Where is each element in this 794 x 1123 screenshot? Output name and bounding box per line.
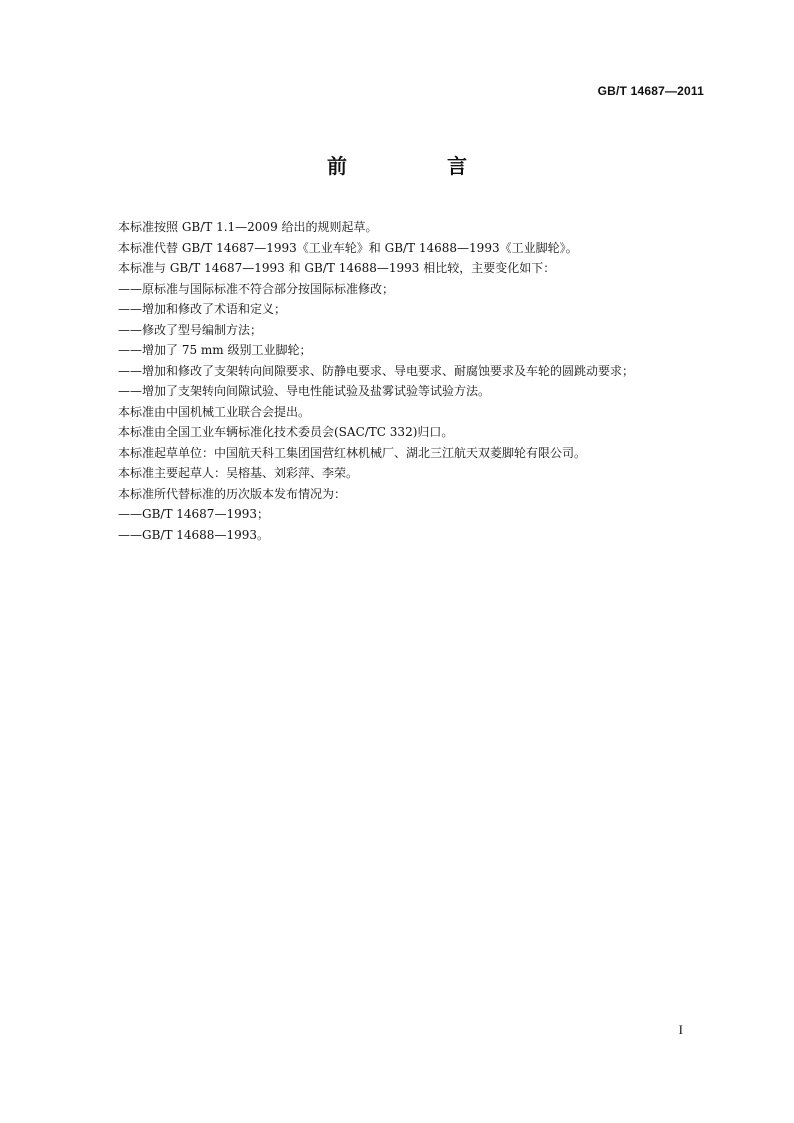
list-item-edition: ——GB/T 14688—1993。 (118, 527, 269, 542)
paragraph-previous-editions: 本标准所代替标准的历次版本发布情况为： (118, 486, 347, 501)
paragraph-drafting-rules: 本标准按照 GB/T 1.1—2009 给出的规则起草。 (118, 220, 378, 234)
foreword-body (118, 217, 718, 545)
paragraph-proposed-by: 本标准由中国机械工业联合会提出。 (118, 404, 311, 419)
standard-code: GB/T 14687—2011 (597, 84, 704, 98)
page-number: I (678, 1022, 683, 1037)
list-item-change: ——原标准与国际标准不符合部分按国际标准修改； (118, 281, 395, 296)
paragraph-drafting-units: 本标准起草单位：中国航天科工集团国营红林机械厂、湖北三江航天双菱脚轮有限公司。 (118, 445, 587, 460)
list-item-change: ——增加了支架转向间隙试验、导电性能试验及盐雾试验等试验方法。 (118, 384, 491, 398)
list-item-change: ——修改了型号编制方法； (118, 322, 263, 337)
paragraph-replaces: 本标准代替 GB/T 14687—1993《工业车轮》和 GB/T 14688—1993《工业脚轮》。 (118, 240, 578, 255)
paragraph-under-jurisdiction: 本标准由全国工业车辆标准化技术委员会(SAC/TC 332)归口。 (118, 425, 454, 439)
page-title: 前 言 (327, 154, 507, 178)
list-item-change: ——增加和修改了术语和定义； (118, 302, 287, 316)
paragraph-drafters: 本标准主要起草人：吴榕基、刘彩萍、李荣。 (118, 466, 359, 480)
list-item-edition: ——GB/T 14687—1993； (118, 507, 269, 521)
list-item-change: ——增加和修改了支架转向间隙要求、防静电要求、导电要求、耐腐蚀要求及车轮的圆跳动要求； (118, 363, 635, 378)
list-item-change: ——增加了 75 mm 级别工业脚轮； (118, 343, 312, 357)
paragraph-changes-intro: 本标准与 GB/T 14687—1993 和 GB/T 14688—1993 相比较，主要变化如下： (118, 261, 556, 275)
